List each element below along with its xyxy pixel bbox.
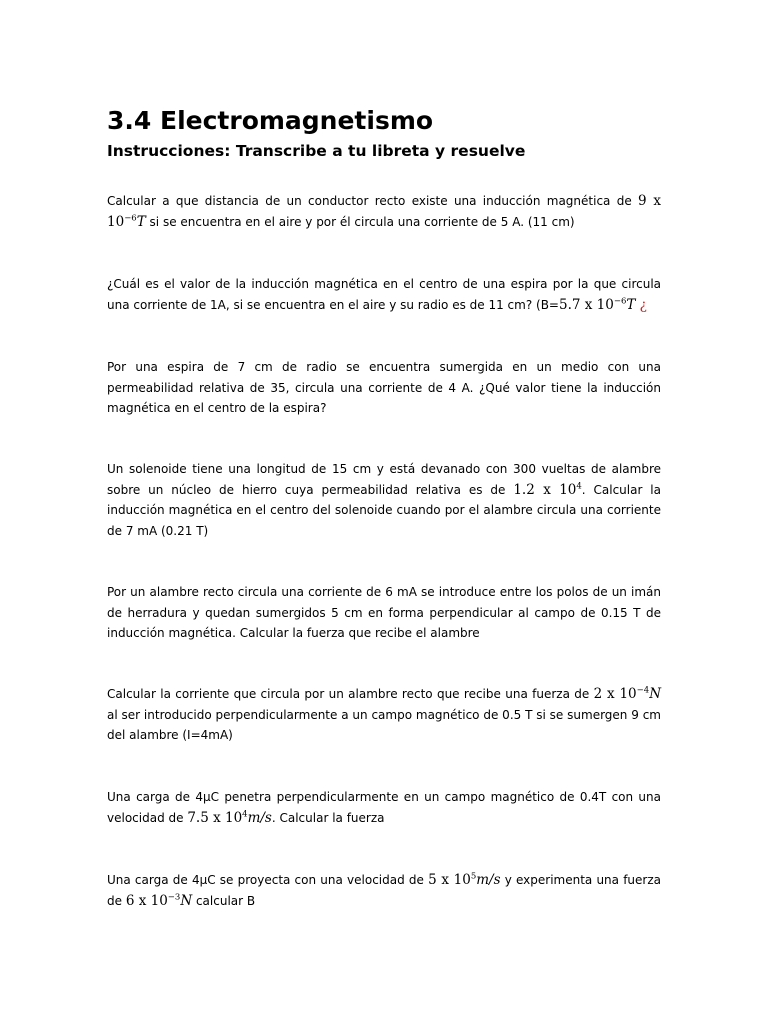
problem-8-formula-velocity: 5 x $10^5m/s$	[428, 871, 501, 888]
problem-1-formula: 9 x $10^{-6}T$	[107, 193, 661, 230]
problem-8-text-end: calcular B	[192, 893, 256, 908]
instructions-subtitle: Instrucciones: Transcribe a tu libreta y resuelve	[107, 142, 526, 160]
problem-4-text-cont: . Calcular la inducción magnética en el centro del solenoide cuando por el alambre circula una corriente de 7 mA (0.21 T)	[107, 482, 661, 538]
problem-1	[107, 191, 661, 232]
problem-8-formula-force: 6 x $10^{-3}N$	[125, 892, 193, 909]
page-title: 3.4 Electromagnetismo	[107, 106, 434, 135]
problem-5	[107, 582, 661, 644]
problem-6-text: Calcular la corriente que circula por un alambre recto que recibe una fuerza de	[107, 687, 594, 701]
problem-8-text: Una carga de 4μC se proyecta con una velocidad de	[107, 873, 429, 887]
problem-7-text-cont: . Calcular la fuerza	[271, 810, 385, 825]
problem-4-formula: 1.2 x $10^4$	[513, 481, 582, 498]
problem-2-text: ¿Cuál es el valor de la inducción magnética en el centro de una espira por la que circula una corriente de 1A, si se encuentra en el aire y su radio es de 11 cm? (B=	[107, 277, 661, 312]
problem-7	[107, 787, 661, 828]
problem-4	[107, 459, 661, 541]
problem-6-text-cont: al ser introducido perpendicularmente a un campo magnético de 0.5 T si se sumergen 9 cm del alambre (I=4mA)	[107, 707, 661, 743]
problem-5-text: Por un alambre recto circula una corriente de 6 mA se introduce entre los polos de un imán de herradura y quedan sumergidos 5 cm en forma perpendicular al campo de 0.15 T de inducción magnética. Calcular la fuerza que recibe el alambre	[107, 585, 661, 641]
problem-4-text: Un solenoide tiene una longitud de 15 cm y está devanado con 300 vueltas de alambre sobre un núcleo de hierro cuya permeabilidad relativa es de	[107, 462, 661, 497]
problem-1-text-cont: si se encuentra en el aire y por él circula una corriente de 5 A. (11 cm)	[145, 214, 575, 229]
problem-2-formula: 5.7 x $10^{-6}T$ ¿	[558, 296, 647, 313]
problem-6-formula: 2 x $10^{-4}N$	[593, 685, 661, 702]
problem-8	[107, 870, 661, 911]
problem-3-text: Por una espira de 7 cm de radio se encuentra sumergida en un medio con una permeabilidad relativa de 35, circula una corriente de 4 A. ¿Qué valor tiene la inducción magnética en el centro de la espira?	[107, 360, 661, 416]
problem-7-formula: 7.5 x $10^4m/s$	[187, 809, 272, 826]
problem-6	[107, 684, 661, 746]
problem-8-text-mid: y experimenta una fuerza de	[107, 873, 662, 908]
problem-7-text: Una carga de 4μC penetra perpendicularmente en un campo magnético de 0.4T con una velocidad de	[107, 790, 661, 825]
problem-3	[107, 357, 661, 419]
problem-1-text: Calcular a que distancia de un conductor recto existe una inducción magnética de	[107, 194, 639, 208]
problem-2	[107, 274, 661, 315]
